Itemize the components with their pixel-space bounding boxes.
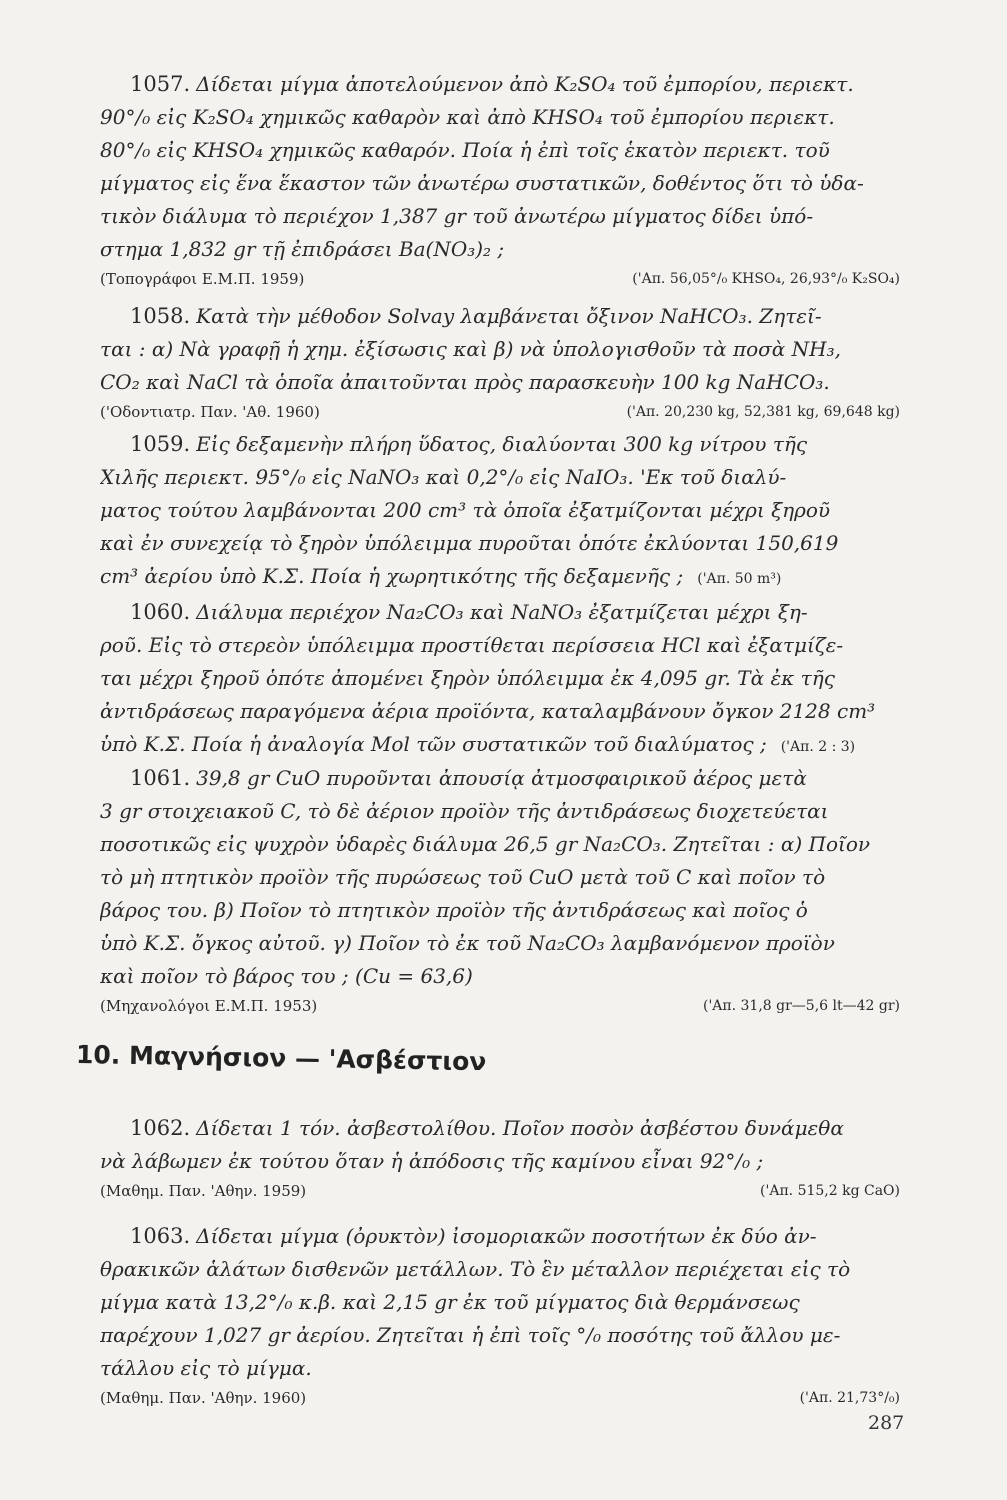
problem-source-row: [100, 266, 900, 292]
problem-number: 1061.: [130, 766, 191, 790]
exam-source: (Τοπογράφοι Ε.Μ.Π. 1959): [100, 270, 305, 288]
problem-line: 1060. Διάλυμα περιέχον Na₂CO₃ καὶ NaNO₃ ἐξατμίζεται μέχρι ξη-: [130, 600, 808, 624]
problem-line: παρέχουν 1,027 gr ἀερίου. Ζητεῖται ἡ ἐπὶ τοῖς °/₀ ποσότης τοῦ ἄλλου με-: [100, 1323, 841, 1347]
problem-line: 80°/₀ εἰς KHSO₄ χημικῶς καθαρόν. Ποία ἡ ἐπὶ τοῖς ἑκατὸν περιεκτ. τοῦ: [100, 138, 830, 162]
problem-1063: [100, 1220, 900, 1411]
answer: ('Απ. 2 : 3): [780, 739, 856, 755]
problem-line: ται μέχρι ξηροῦ ὁπότε ἀπομένει ξηρὸν ὑπόλειμμα ἐκ 4,095 gr. Τὰ ἐκ τῆς: [100, 666, 835, 690]
answer: ('Απ. 21,73°/₀): [799, 1390, 900, 1406]
problem-line: ται : α) Νὰ γραφῇ ἡ χημ. ἐξίσωσις καὶ β) νὰ ὑπολογισθοῦν τὰ ποσὰ NH₃,: [100, 337, 841, 361]
problem-source-row: [100, 399, 900, 425]
problem-line: CO₂ καὶ NaCl τὰ ὁποῖα ἀπαιτοῦνται πρὸς παρασκευὴν 100 kg NaHCO₃.: [100, 370, 830, 394]
exam-source: (Μαθημ. Παν. 'Αθην. 1960): [100, 1389, 307, 1407]
section-title: Μαγνήσιον — 'Ασβέστιον: [128, 1040, 487, 1077]
problem-line: στημα 1,832 gr τῇ ἐπιδράσει Ba(NO₃)₂ ;: [100, 237, 505, 261]
problem-line: τάλλου εἰς τὸ μίγμα.: [100, 1356, 312, 1380]
problem-line: θρακικῶν ἁλάτων δισθενῶν μετάλλων. Τὸ ἓν μέταλλον περιέχεται εἰς τὸ: [100, 1257, 851, 1281]
problem-line: ὑπὸ Κ.Σ. ὄγκος αὐτοῦ. γ) Ποῖον τὸ ἐκ τοῦ Na₂CO₃ λαμβανόμενον προϊὸν: [100, 931, 835, 955]
problem-1062: [100, 1112, 900, 1204]
problem-source-row: [100, 993, 900, 1019]
problem-line: βάρος του. β) Ποῖον τὸ πτητικὸν προϊὸν τῆς ἀντιδράσεως καὶ ποῖος ὁ: [100, 898, 808, 922]
problem-number: 1062.: [130, 1116, 191, 1140]
problem-line: νὰ λάβωμεν ἐκ τούτου ὅταν ἡ ἀπόδοσις τῆς καμίνου εἶναι 92°/₀ ;: [100, 1149, 764, 1173]
problem-1057: [100, 68, 900, 292]
problem-1061: [100, 762, 900, 1019]
problem-source-row: [100, 1178, 900, 1204]
problem-line: 1057. Δίδεται μίγμα ἀποτελούμενον ἀπὸ K₂SO₄ τοῦ ἐμπορίου, περιεκτ.: [130, 72, 854, 96]
exam-source: (Μηχανολόγοι Ε.Μ.Π. 1953): [100, 997, 318, 1015]
answer: ('Απ. 56,05°/₀ KHSO₄, 26,93°/₀ K₂SO₄): [632, 271, 900, 287]
section-number: 10.: [75, 1040, 121, 1070]
page-number: 287: [868, 1412, 905, 1434]
problem-line: 1059. Εἰς δεξαμενὴν πλήρη ὕδατος, διαλύονται 300 kg νίτρου τῆς: [130, 432, 808, 456]
problem-line: 1061. 39,8 gr CuO πυροῦνται ἀπουσίᾳ ἀτμοσφαιρικοῦ ἀέρος μετὰ: [130, 766, 807, 790]
problem-line: 1058. Κατὰ τὴν μέθοδον Solvay λαμβάνεται ὄξινον NaHCO₃. Ζητεῖ-: [130, 304, 822, 328]
answer: ('Απ. 50 m³): [697, 571, 782, 587]
problem-line: τὸ μὴ πτητικὸν προϊὸν τῆς πυρώσεως τοῦ CuO μετὰ τοῦ C καὶ ποῖον τὸ: [100, 865, 826, 889]
problem-line: ματος τούτου λαμβάνονται 200 cm³ τὰ ὁποῖα ἐξατμίζονται μέχρι ξηροῦ: [100, 498, 831, 522]
answer: ('Απ. 31,8 gr—5,6 lt—42 gr): [703, 998, 900, 1014]
problem-line: μίγματος εἰς ἕνα ἕκαστον τῶν ἀνωτέρω συστατικῶν, δοθέντος ὅτι τὸ ὑδα-: [100, 171, 864, 195]
problem-line: Χιλῆς περιεκτ. 95°/₀ εἰς NaNO₃ καὶ 0,2°/₀ εἰς NaIO₃. 'Εκ τοῦ διαλύ-: [100, 465, 787, 489]
answer: ('Απ. 515,2 kg CaO): [760, 1183, 900, 1199]
problem-line: 1063. Δίδεται μίγμα (ὀρυκτὸν) ἰσομοριακῶν ποσοτήτων ἐκ δύο ἀν-: [130, 1224, 817, 1248]
problem-source-row: [100, 1385, 900, 1411]
problem-line: 90°/₀ εἰς K₂SO₄ χημικῶς καθαρὸν καὶ ἀπὸ KHSO₄ τοῦ ἐμπορίου περιεκτ.: [100, 105, 835, 129]
problem-number: 1057.: [130, 72, 191, 96]
problem-line: ροῦ. Εἰς τὸ στερεὸν ὑπόλειμμα προστίθεται περίσσεια HCl καὶ ἐξατμίζε-: [100, 633, 844, 657]
problem-1060: [100, 596, 900, 761]
section-heading: [76, 1040, 487, 1076]
problem-number: 1060.: [130, 600, 191, 624]
answer: ('Απ. 20,230 kg, 52,381 kg, 69,648 kg): [626, 404, 900, 420]
problem-line: 1062. Δίδεται 1 τόν. ἀσβεστολίθου. Ποῖον ποσὸν ἀσβέστου δυνάμεθα: [130, 1116, 844, 1140]
problem-number: 1063.: [130, 1224, 191, 1248]
problem-1059: [100, 428, 900, 593]
problem-line: καὶ ποῖον τὸ βάρος του ; (Cu = 63,6): [100, 964, 473, 988]
problem-line: ὑπὸ Κ.Σ. Ποία ἡ ἀναλογία Mol τῶν συστατικῶν τοῦ διαλύματος ; ('Απ. 2 : 3): [100, 732, 856, 756]
exam-source: (Μαθημ. Παν. 'Αθην. 1959): [100, 1182, 307, 1200]
problem-line: καὶ ἐν συνεχείᾳ τὸ ξηρὸν ὑπόλειμμα πυροῦται ὁπότε ἐκλύονται 150,619: [100, 531, 839, 555]
problem-1058: [100, 300, 900, 425]
problem-line: ποσοτικῶς εἰς ψυχρὸν ὑδαρὲς διάλυμα 26,5 gr Na₂CO₃. Ζητεῖται : α) Ποῖον: [100, 832, 871, 856]
problem-line: cm³ ἀερίου ὑπὸ Κ.Σ. Ποία ἡ χωρητικότης τῆς δεξαμενῆς ; ('Απ. 50 m³): [100, 564, 782, 588]
exam-source: ('Οδοντιατρ. Παν. 'Αθ. 1960): [100, 403, 320, 421]
problem-line: τικὸν διάλυμα τὸ περιέχον 1,387 gr τοῦ ἀνωτέρω μίγματος δίδει ὑπό-: [100, 204, 814, 228]
problem-line: ἀντιδράσεως παραγόμενα ἀέρια προϊόντα, καταλαμβάνουν ὄγκον 2128 cm³: [100, 699, 876, 723]
problem-number: 1058.: [130, 304, 191, 328]
problem-line: μίγμα κατὰ 13,2°/₀ κ.β. καὶ 2,15 gr ἐκ τοῦ μίγματος διὰ θερμάνσεως: [100, 1290, 800, 1314]
problem-number: 1059.: [130, 432, 191, 456]
problem-line: 3 gr στοιχειακοῦ C, τὸ δὲ ἀέριον προϊὸν τῆς ἀντιδράσεως διοχετεύεται: [100, 799, 829, 823]
